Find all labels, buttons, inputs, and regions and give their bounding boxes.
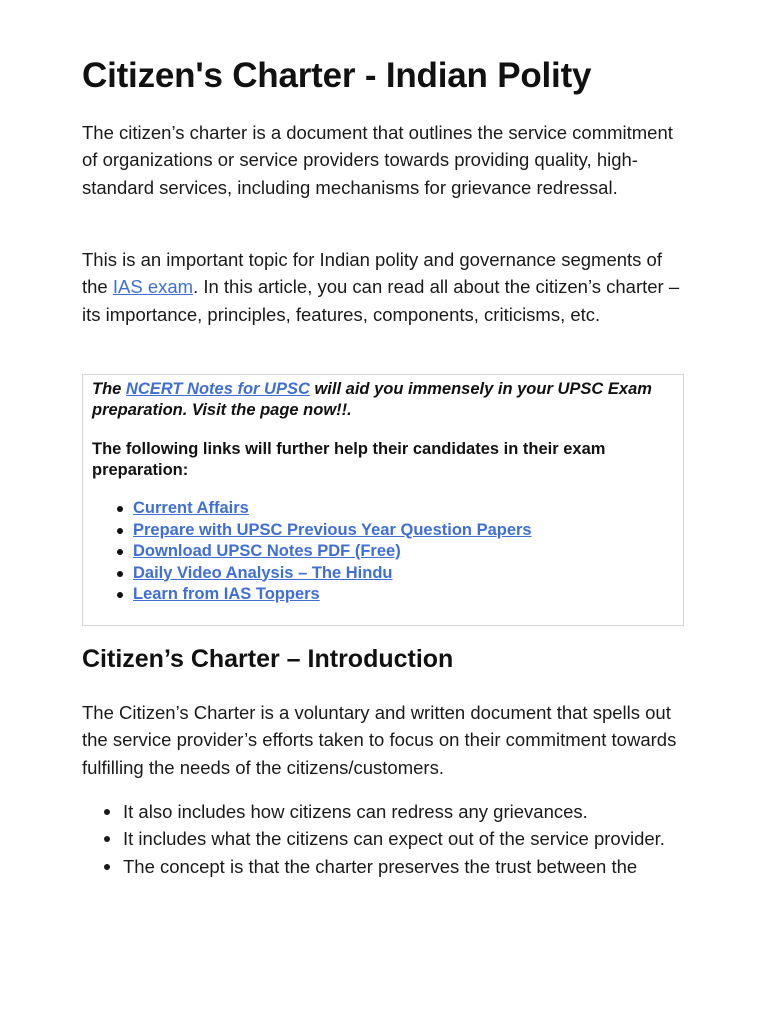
list-item	[92, 520, 532, 542]
ias-toppers-link[interactable]: Learn from IAS Toppers	[133, 585, 320, 603]
resources-box	[82, 374, 684, 626]
box-subheading: The following links will further help their candidates in their exam preparation:	[92, 440, 606, 479]
previous-year-papers-link[interactable]: Prepare with UPSC Previous Year Question Papers	[133, 520, 532, 539]
box-intro	[92, 379, 672, 421]
resource-links-list	[92, 498, 532, 606]
ncert-notes-link[interactable]: NCERT Notes for UPSC	[125, 380, 310, 398]
upsc-notes-pdf-link[interactable]: Download UPSC Notes PDF (Free)	[133, 542, 401, 560]
list-item	[92, 584, 532, 606]
importance-paragraph	[82, 246, 686, 328]
list-item	[92, 498, 532, 520]
section-paragraph: The Citizen’s Charter is a voluntary and written document that spells out the service provider’s efforts taken to focus on their commitment towards fulfilling the needs of the citizens/customers.	[82, 702, 677, 778]
list-item: It also includes how citizens can redress any grievances.	[82, 798, 686, 825]
box-intro-after: will aid you immensely in your UPSC Exam preparation. Visit the page now!!.	[92, 380, 652, 419]
page-title: Citizen's Charter - Indian Polity	[82, 56, 592, 95]
section-bullet-list	[82, 798, 686, 880]
list-item: The concept is that the charter preserves the trust between the	[82, 853, 686, 880]
list-item	[92, 563, 532, 585]
intro-paragraph: The citizen’s charter is a document that outlines the service commitment of organizations or service providers towards providing quality, high-standard services, including mechanisms for grievance redressal.	[82, 122, 673, 198]
daily-video-analysis-link[interactable]: Daily Video Analysis – The Hindu	[133, 563, 393, 582]
box-intro-before: The	[92, 380, 126, 398]
section-heading: Citizen’s Charter – Introduction	[82, 645, 454, 673]
list-item	[92, 541, 532, 563]
current-affairs-link[interactable]: Current Affairs	[133, 499, 249, 517]
list-item: It includes what the citizens can expect out of the service provider.	[82, 825, 686, 852]
importance-text-after: . In this article, you can read all about the citizen’s charter – its importance, principles, features, components, criticisms, etc.	[82, 276, 680, 325]
ias-exam-link[interactable]: IAS exam	[112, 276, 194, 298]
importance-text-before: This is an important topic for Indian polity and governance segments of the	[82, 249, 662, 298]
